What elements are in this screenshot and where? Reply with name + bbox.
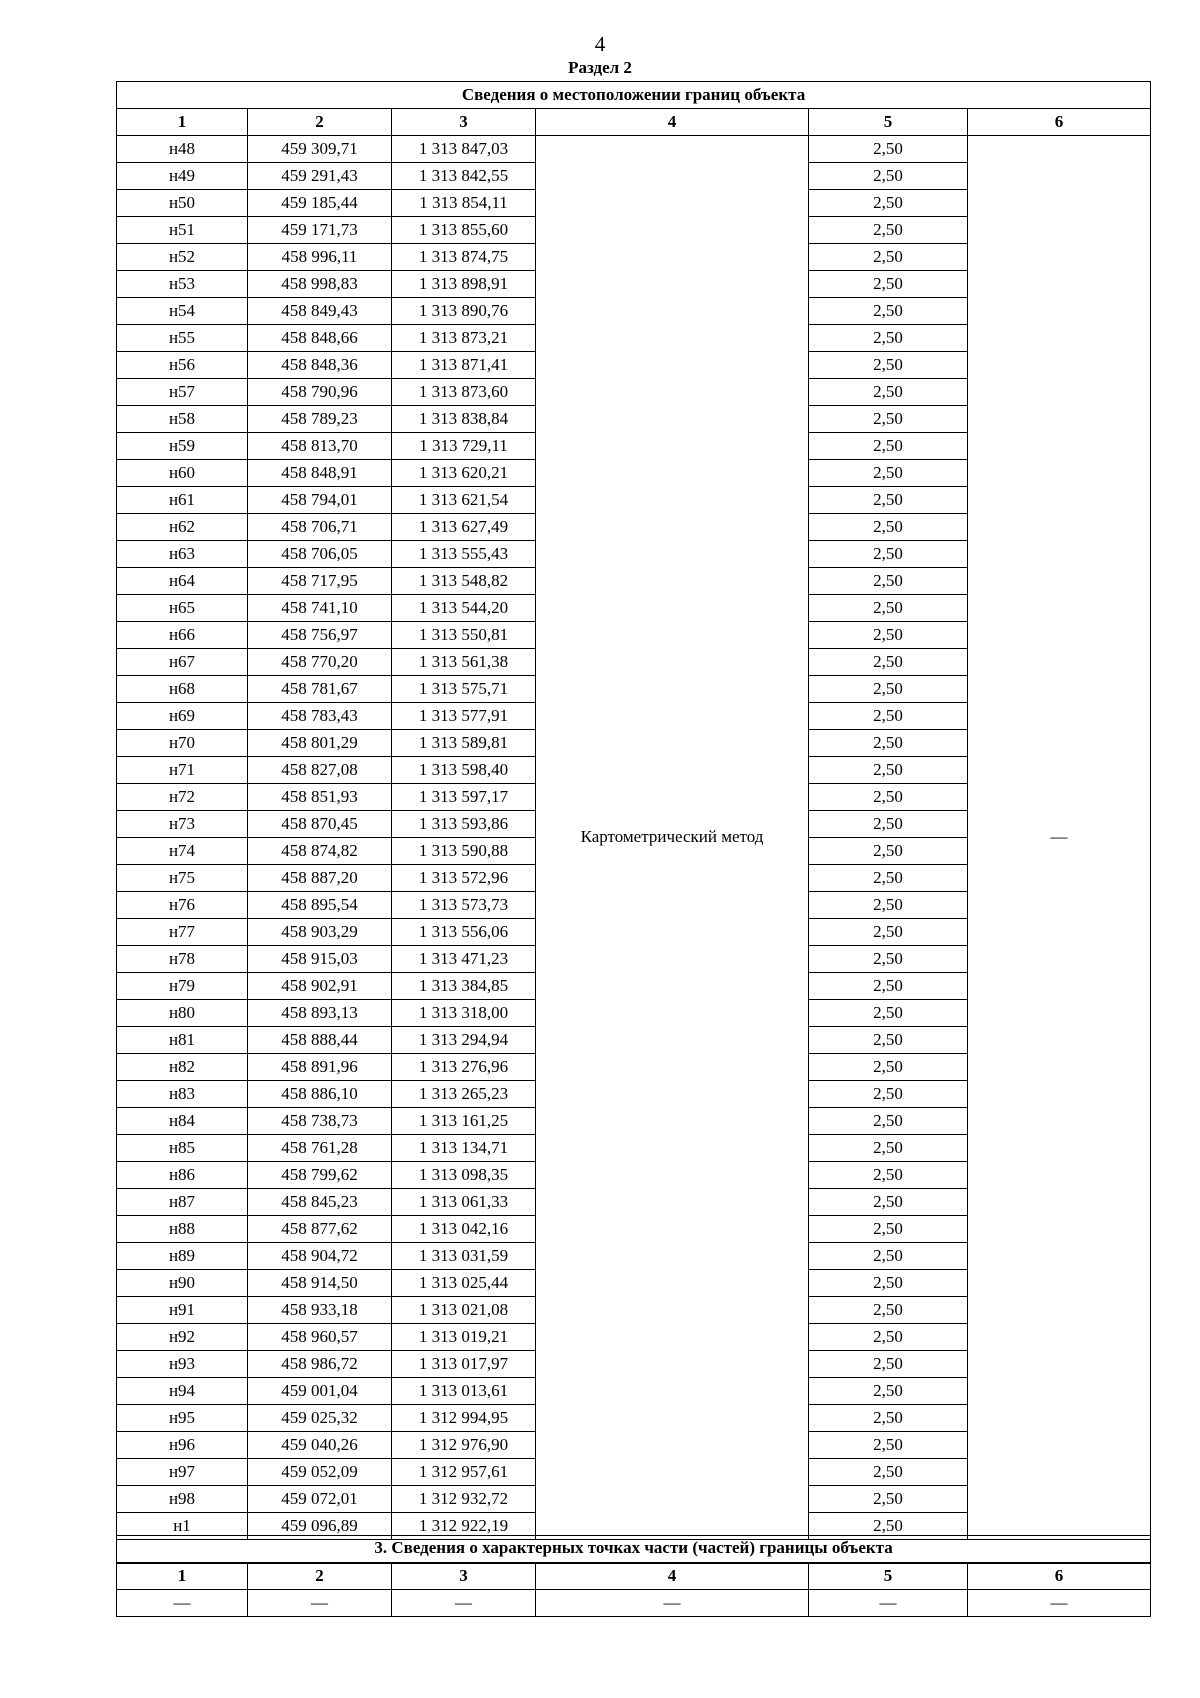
precision: 2,50	[809, 676, 968, 703]
point-name: н82	[117, 1054, 248, 1081]
precision: 2,50	[809, 352, 968, 379]
coord-x: 458 770,20	[248, 649, 392, 676]
coord-y: 1 313 098,35	[392, 1162, 536, 1189]
point-name: н80	[117, 1000, 248, 1027]
coord-x: 458 904,72	[248, 1243, 392, 1270]
coord-x: 458 756,97	[248, 622, 392, 649]
precision: 2,50	[809, 865, 968, 892]
coord-x: 458 706,05	[248, 541, 392, 568]
coord-x: 459 001,04	[248, 1378, 392, 1405]
point-name: н60	[117, 460, 248, 487]
point-name: н54	[117, 298, 248, 325]
point-name: н48	[117, 136, 248, 163]
coord-x: 458 741,10	[248, 595, 392, 622]
coord-x: 458 827,08	[248, 757, 392, 784]
coord-y: 1 313 017,97	[392, 1351, 536, 1378]
coord-x: 458 848,36	[248, 352, 392, 379]
point-name: н76	[117, 892, 248, 919]
boundary-table	[116, 81, 1151, 1540]
coord-x: 458 903,29	[248, 919, 392, 946]
coord-x: 459 291,43	[248, 163, 392, 190]
precision: 2,50	[809, 973, 968, 1000]
point-name: н50	[117, 190, 248, 217]
coord-x: 458 914,50	[248, 1270, 392, 1297]
empty-value: —	[968, 1590, 1151, 1617]
empty-value: —	[117, 1590, 248, 1617]
coord-x: 458 933,18	[248, 1297, 392, 1324]
coord-y: 1 313 589,81	[392, 730, 536, 757]
precision: 2,50	[809, 568, 968, 595]
coord-x: 458 915,03	[248, 946, 392, 973]
coord-y: 1 313 890,76	[392, 298, 536, 325]
coord-x: 458 877,62	[248, 1216, 392, 1243]
coord-x: 459 171,73	[248, 217, 392, 244]
coord-y: 1 313 873,60	[392, 379, 536, 406]
point-name: н87	[117, 1189, 248, 1216]
precision: 2,50	[809, 487, 968, 514]
point-name: н67	[117, 649, 248, 676]
method-cell: Картометрический метод	[536, 136, 809, 1540]
precision: 2,50	[809, 1405, 968, 1432]
coord-y: 1 313 544,20	[392, 595, 536, 622]
coord-y: 1 313 134,71	[392, 1135, 536, 1162]
point-name: н90	[117, 1270, 248, 1297]
coord-y: 1 313 597,17	[392, 784, 536, 811]
coord-x: 458 790,96	[248, 379, 392, 406]
coord-y: 1 313 013,61	[392, 1378, 536, 1405]
point-name: н62	[117, 514, 248, 541]
coord-x: 458 888,44	[248, 1027, 392, 1054]
point-name: н63	[117, 541, 248, 568]
point-name: н97	[117, 1459, 248, 1486]
precision: 2,50	[809, 541, 968, 568]
coord-y: 1 313 854,11	[392, 190, 536, 217]
coord-y: 1 313 061,33	[392, 1189, 536, 1216]
section3-table	[116, 1535, 1151, 1617]
coord-y: 1 313 842,55	[392, 163, 536, 190]
point-name: н49	[117, 163, 248, 190]
table-title: Сведения о местоположении границ объекта	[117, 82, 1151, 109]
coord-x: 458 960,57	[248, 1324, 392, 1351]
coord-y: 1 313 556,06	[392, 919, 536, 946]
point-name: н85	[117, 1135, 248, 1162]
coord-y: 1 313 729,11	[392, 433, 536, 460]
coord-x: 458 893,13	[248, 1000, 392, 1027]
precision: 2,50	[809, 433, 968, 460]
point-name: н68	[117, 676, 248, 703]
coord-x: 458 902,91	[248, 973, 392, 1000]
point-name: н91	[117, 1297, 248, 1324]
table-row	[117, 136, 1151, 163]
coord-x: 459 052,09	[248, 1459, 392, 1486]
point-name: н94	[117, 1378, 248, 1405]
precision: 2,50	[809, 1432, 968, 1459]
coord-y: 1 313 265,23	[392, 1081, 536, 1108]
point-name: н77	[117, 919, 248, 946]
coord-y: 1 313 873,21	[392, 325, 536, 352]
precision: 2,50	[809, 919, 968, 946]
coord-x: 458 891,96	[248, 1054, 392, 1081]
coord-x: 459 040,26	[248, 1432, 392, 1459]
precision: 2,50	[809, 622, 968, 649]
coord-x: 458 738,73	[248, 1108, 392, 1135]
point-name: н65	[117, 595, 248, 622]
precision: 2,50	[809, 406, 968, 433]
point-name: н86	[117, 1162, 248, 1189]
coord-y: 1 313 898,91	[392, 271, 536, 298]
column-header: 4	[536, 109, 809, 136]
precision: 2,50	[809, 1486, 968, 1513]
coord-y: 1 313 384,85	[392, 973, 536, 1000]
precision: 2,50	[809, 757, 968, 784]
point-name: н98	[117, 1486, 248, 1513]
precision: 2,50	[809, 190, 968, 217]
coord-y: 1 313 555,43	[392, 541, 536, 568]
coord-y: 1 313 575,71	[392, 676, 536, 703]
coord-y: 1 313 318,00	[392, 1000, 536, 1027]
point-name: н51	[117, 217, 248, 244]
point-name: н52	[117, 244, 248, 271]
point-name: н1	[117, 1513, 248, 1540]
point-name: н70	[117, 730, 248, 757]
precision: 2,50	[809, 1324, 968, 1351]
coord-x: 458 789,23	[248, 406, 392, 433]
point-name: н66	[117, 622, 248, 649]
precision: 2,50	[809, 811, 968, 838]
coord-y: 1 312 932,72	[392, 1486, 536, 1513]
column-header: 5	[809, 109, 968, 136]
precision: 2,50	[809, 136, 968, 163]
coord-y: 1 313 019,21	[392, 1324, 536, 1351]
coord-x: 459 025,32	[248, 1405, 392, 1432]
precision: 2,50	[809, 1108, 968, 1135]
coord-x: 458 783,43	[248, 703, 392, 730]
page-number: 4	[594, 32, 606, 56]
coord-x: 458 895,54	[248, 892, 392, 919]
precision: 2,50	[809, 298, 968, 325]
point-name: н88	[117, 1216, 248, 1243]
precision: 2,50	[809, 946, 968, 973]
coord-y: 1 313 627,49	[392, 514, 536, 541]
point-name: н92	[117, 1324, 248, 1351]
coord-y: 1 313 294,94	[392, 1027, 536, 1054]
precision: 2,50	[809, 163, 968, 190]
coord-y: 1 313 855,60	[392, 217, 536, 244]
precision: 2,50	[809, 271, 968, 298]
point-name: н59	[117, 433, 248, 460]
coord-x: 458 870,45	[248, 811, 392, 838]
coord-y: 1 313 161,25	[392, 1108, 536, 1135]
coord-y: 1 313 590,88	[392, 838, 536, 865]
point-name: н93	[117, 1351, 248, 1378]
coord-y: 1 313 561,38	[392, 649, 536, 676]
point-name: н73	[117, 811, 248, 838]
precision: 2,50	[809, 1459, 968, 1486]
point-name: н72	[117, 784, 248, 811]
coord-y: 1 313 847,03	[392, 136, 536, 163]
coord-y: 1 312 922,19	[392, 1513, 536, 1540]
precision: 2,50	[809, 1027, 968, 1054]
coord-y: 1 313 021,08	[392, 1297, 536, 1324]
precision: 2,50	[809, 1297, 968, 1324]
precision: 2,50	[809, 1243, 968, 1270]
coord-x: 458 781,67	[248, 676, 392, 703]
coord-y: 1 313 871,41	[392, 352, 536, 379]
precision: 2,50	[809, 514, 968, 541]
coord-x: 458 986,72	[248, 1351, 392, 1378]
coord-y: 1 312 994,95	[392, 1405, 536, 1432]
coord-y: 1 313 276,96	[392, 1054, 536, 1081]
coord-x: 458 848,91	[248, 460, 392, 487]
point-name: н78	[117, 946, 248, 973]
precision: 2,50	[809, 1216, 968, 1243]
coord-y: 1 312 957,61	[392, 1459, 536, 1486]
precision: 2,50	[809, 703, 968, 730]
precision: 2,50	[809, 784, 968, 811]
point-name: н53	[117, 271, 248, 298]
point-name: н56	[117, 352, 248, 379]
section-label: Раздел 2	[568, 58, 632, 77]
point-name: н81	[117, 1027, 248, 1054]
column-header: 6	[968, 1563, 1151, 1590]
coord-x: 458 874,82	[248, 838, 392, 865]
coord-x: 459 072,01	[248, 1486, 392, 1513]
point-name: н95	[117, 1405, 248, 1432]
coord-x: 458 761,28	[248, 1135, 392, 1162]
point-name: н64	[117, 568, 248, 595]
column-header: 3	[392, 109, 536, 136]
section3-title: 3. Сведения о характерных точках части (частей) границы объекта	[117, 1536, 1151, 1563]
column-header: 2	[248, 1563, 392, 1590]
point-name: н69	[117, 703, 248, 730]
precision: 2,50	[809, 1351, 968, 1378]
precision: 2,50	[809, 1270, 968, 1297]
coord-x: 458 813,70	[248, 433, 392, 460]
coord-y: 1 313 031,59	[392, 1243, 536, 1270]
point-name: н79	[117, 973, 248, 1000]
coord-x: 458 887,20	[248, 865, 392, 892]
coord-x: 458 849,43	[248, 298, 392, 325]
coord-y: 1 313 620,21	[392, 460, 536, 487]
coord-x: 458 996,11	[248, 244, 392, 271]
precision: 2,50	[809, 244, 968, 271]
precision: 2,50	[809, 595, 968, 622]
precision: 2,50	[809, 1189, 968, 1216]
point-name: н58	[117, 406, 248, 433]
precision: 2,50	[809, 379, 968, 406]
coord-x: 458 799,62	[248, 1162, 392, 1189]
column-header: 5	[809, 1563, 968, 1590]
point-name: н75	[117, 865, 248, 892]
coord-x: 459 096,89	[248, 1513, 392, 1540]
precision: 2,50	[809, 217, 968, 244]
column-header: 1	[117, 1563, 248, 1590]
precision: 2,50	[809, 325, 968, 352]
coord-y: 1 313 593,86	[392, 811, 536, 838]
coord-y: 1 313 042,16	[392, 1216, 536, 1243]
column-header: 1	[117, 109, 248, 136]
coord-y: 1 313 577,91	[392, 703, 536, 730]
point-name: н96	[117, 1432, 248, 1459]
precision: 2,50	[809, 1081, 968, 1108]
precision: 2,50	[809, 892, 968, 919]
coord-x: 458 801,29	[248, 730, 392, 757]
coord-x: 459 309,71	[248, 136, 392, 163]
point-name: н74	[117, 838, 248, 865]
point-name: н71	[117, 757, 248, 784]
coord-y: 1 313 471,23	[392, 946, 536, 973]
empty-value: —	[809, 1590, 968, 1617]
point-name: н61	[117, 487, 248, 514]
column6-value: —	[968, 136, 1151, 1540]
coord-x: 458 706,71	[248, 514, 392, 541]
coord-y: 1 313 838,84	[392, 406, 536, 433]
empty-value: —	[392, 1590, 536, 1617]
point-name: н83	[117, 1081, 248, 1108]
column-header: 4	[536, 1563, 809, 1590]
coord-y: 1 313 621,54	[392, 487, 536, 514]
point-name: н55	[117, 325, 248, 352]
precision: 2,50	[809, 1135, 968, 1162]
coord-y: 1 312 976,90	[392, 1432, 536, 1459]
column-header: 6	[968, 109, 1151, 136]
coord-y: 1 313 548,82	[392, 568, 536, 595]
precision: 2,50	[809, 460, 968, 487]
empty-value: —	[248, 1590, 392, 1617]
coord-x: 459 185,44	[248, 190, 392, 217]
precision: 2,50	[809, 838, 968, 865]
coord-y: 1 313 025,44	[392, 1270, 536, 1297]
point-name: н89	[117, 1243, 248, 1270]
precision: 2,50	[809, 649, 968, 676]
column-header: 2	[248, 109, 392, 136]
coord-x: 458 717,95	[248, 568, 392, 595]
coord-y: 1 313 550,81	[392, 622, 536, 649]
coord-x: 458 886,10	[248, 1081, 392, 1108]
precision: 2,50	[809, 1513, 968, 1540]
point-name: н84	[117, 1108, 248, 1135]
empty-value: —	[536, 1590, 809, 1617]
precision: 2,50	[809, 730, 968, 757]
precision: 2,50	[809, 1000, 968, 1027]
precision: 2,50	[809, 1162, 968, 1189]
coord-x: 458 851,93	[248, 784, 392, 811]
coord-y: 1 313 598,40	[392, 757, 536, 784]
coord-x: 458 845,23	[248, 1189, 392, 1216]
column-header: 3	[392, 1563, 536, 1590]
coord-y: 1 313 874,75	[392, 244, 536, 271]
precision: 2,50	[809, 1054, 968, 1081]
coord-x: 458 998,83	[248, 271, 392, 298]
coord-y: 1 313 573,73	[392, 892, 536, 919]
coord-x: 458 794,01	[248, 487, 392, 514]
coord-x: 458 848,66	[248, 325, 392, 352]
point-name: н57	[117, 379, 248, 406]
coord-y: 1 313 572,96	[392, 865, 536, 892]
precision: 2,50	[809, 1378, 968, 1405]
